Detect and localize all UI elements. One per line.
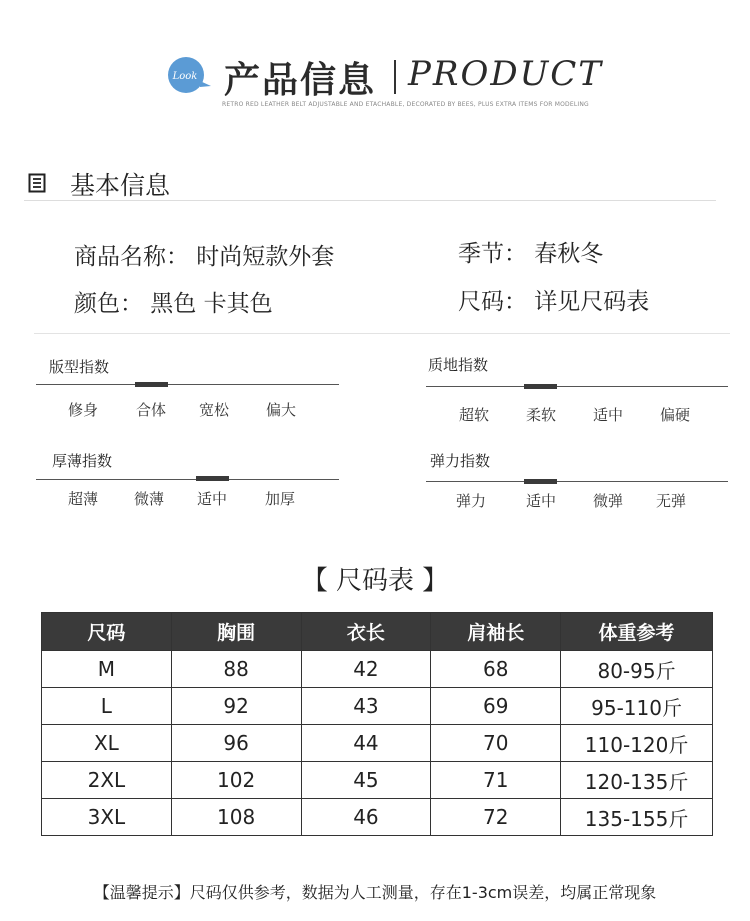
table-row (42, 651, 713, 688)
table-cell: 96 (171, 725, 301, 762)
index-option: 微弹 (592, 492, 624, 510)
table-row (42, 799, 713, 836)
index-marker (524, 479, 557, 484)
page-title: 产品信息 (224, 60, 377, 101)
index-option: 偏硬 (659, 406, 691, 424)
index-option: 宽松 (198, 401, 230, 419)
footer-note: 【温馨提示】尺码仅供参考，数据为人工测量，存在1-3cm误差，均属正常现象 (93, 883, 657, 902)
index-track (36, 479, 339, 480)
size-table (41, 612, 713, 836)
table-cell: 70 (431, 725, 561, 762)
index-option: 无弹 (655, 492, 687, 510)
table-cell: 110-120斤 (561, 725, 713, 762)
product-size: 尺码： 详见尺码表 (458, 289, 650, 315)
index-option: 柔软 (525, 406, 557, 424)
index-marker (196, 476, 229, 481)
table-cell: 69 (431, 688, 561, 725)
table-cell: 2XL (42, 762, 172, 799)
header-weight: 体重参考 (561, 613, 713, 651)
index-option: 弹力 (455, 492, 487, 510)
size-chart-title: 【 尺码表 】 (301, 566, 449, 596)
header-sleeve: 肩袖长 (431, 613, 561, 651)
table-cell: XL (42, 725, 172, 762)
title-divider (394, 60, 396, 94)
index-title: 质地指数 (428, 356, 489, 374)
product-color: 颜色： 黑色 卡其色 (74, 291, 273, 317)
header-size: 尺码 (42, 613, 172, 651)
index-title: 弹力指数 (430, 452, 491, 470)
table-cell: M (42, 651, 172, 688)
table-cell: 120-135斤 (561, 762, 713, 799)
index-option: 适中 (196, 490, 228, 508)
index-option: 超薄 (67, 490, 99, 508)
table-row (42, 688, 713, 725)
table-cell: 46 (301, 799, 431, 836)
index-option: 修身 (67, 401, 99, 419)
table-cell: 45 (301, 762, 431, 799)
index-marker (524, 384, 557, 389)
look-badge-text: Look (172, 71, 198, 82)
product-season: 季节： 春秋冬 (458, 241, 604, 267)
table-cell: 102 (171, 762, 301, 799)
index-option: 合体 (135, 401, 167, 419)
index-option: 加厚 (264, 490, 296, 508)
index-option: 适中 (592, 406, 624, 424)
header-length: 衣长 (301, 613, 431, 651)
info-divider (34, 333, 730, 334)
table-cell: 44 (301, 725, 431, 762)
document-icon (28, 173, 46, 193)
table-cell: 88 (171, 651, 301, 688)
table-cell: 71 (431, 762, 561, 799)
product-name: 商品名称： 时尚短款外套 (74, 244, 335, 270)
index-marker (135, 382, 168, 387)
index-track (36, 384, 339, 385)
table-cell: 108 (171, 799, 301, 836)
page-title-en: PRODUCT (408, 54, 603, 94)
table-cell: 72 (431, 799, 561, 836)
table-cell: 80-95斤 (561, 651, 713, 688)
table-row (42, 762, 713, 799)
look-badge-icon (164, 55, 212, 95)
table-cell: 42 (301, 651, 431, 688)
table-cell: L (42, 688, 172, 725)
index-option: 微薄 (133, 490, 165, 508)
index-track (426, 481, 728, 482)
index-option: 偏大 (265, 401, 297, 419)
section-divider (24, 200, 716, 201)
header-subtitle: RETRO RED LEATHER BELT ADJUSTABLE AND ETACHABLE, DECORATED BY BEES, PLUS EXTRA ITEMS FOR MODELING (222, 101, 589, 108)
table-cell: 68 (431, 651, 561, 688)
table-cell: 43 (301, 688, 431, 725)
table-cell: 95-110斤 (561, 688, 713, 725)
table-cell: 3XL (42, 799, 172, 836)
table-cell: 135-155斤 (561, 799, 713, 836)
header-chest: 胸围 (171, 613, 301, 651)
basic-info-title: 基本信息 (70, 171, 171, 200)
index-option: 超软 (458, 406, 490, 424)
table-cell: 92 (171, 688, 301, 725)
table-header-row (42, 613, 713, 651)
index-option: 适中 (525, 492, 557, 510)
index-track (426, 386, 728, 387)
table-row (42, 725, 713, 762)
index-title: 厚薄指数 (52, 452, 113, 470)
index-title: 版型指数 (49, 358, 110, 376)
